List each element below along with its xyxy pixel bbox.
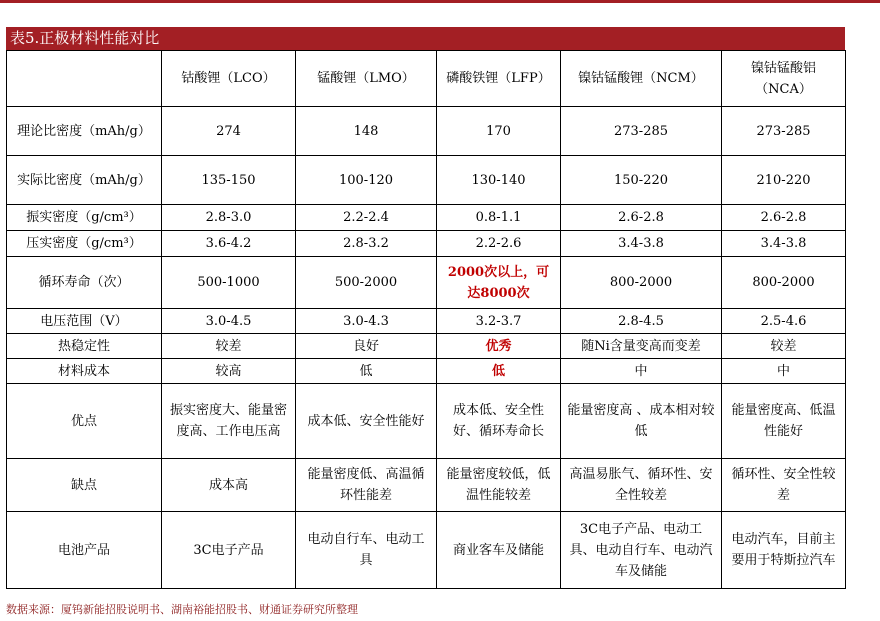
row-label: 热稳定性 xyxy=(7,334,162,359)
table-cell: 800-2000 xyxy=(722,257,846,309)
table-cell: 3.0-4.5 xyxy=(162,309,296,334)
table-cell: 能量密度高 、成本相对较低 xyxy=(561,384,722,459)
table-row xyxy=(7,257,846,309)
table-cell: 2.6-2.8 xyxy=(561,205,722,231)
row-label: 理论比密度（mAh/g） xyxy=(7,107,162,156)
table-row xyxy=(7,107,846,156)
table-cell: 2.2-2.6 xyxy=(437,231,561,257)
table-cell: 电动自行车、电动工具 xyxy=(296,512,437,589)
table-cell: 2.2-2.4 xyxy=(296,205,437,231)
header-cell: 磷酸铁锂（LFP） xyxy=(437,51,561,107)
table-row xyxy=(7,459,846,512)
table-row xyxy=(7,334,846,359)
table-cell: 274 xyxy=(162,107,296,156)
table-title: 表5.正极材料性能对比 xyxy=(6,27,845,50)
row-label: 循环寿命（次） xyxy=(7,257,162,309)
table-cell: 3.0-4.3 xyxy=(296,309,437,334)
row-label: 优点 xyxy=(7,384,162,459)
table-row xyxy=(7,359,846,384)
table-row xyxy=(7,384,846,459)
table-cell: 0.8-1.1 xyxy=(437,205,561,231)
table-cell: 电动汽车，目前主要用于特斯拉汽车 xyxy=(722,512,846,589)
table-cell: 800-2000 xyxy=(561,257,722,309)
source-note: 数据来源：厦钨新能招股说明书、湖南裕能招股书、财通证券研究所整理 xyxy=(6,603,358,616)
table-cell: 低 xyxy=(296,359,437,384)
table-row xyxy=(7,156,846,205)
table-cell: 2.8-4.5 xyxy=(561,309,722,334)
table-cell: 3.4-3.8 xyxy=(561,231,722,257)
table-cell: 135-150 xyxy=(162,156,296,205)
row-label: 实际比密度（mAh/g） xyxy=(7,156,162,205)
table-cell: 2.6-2.8 xyxy=(722,205,846,231)
row-label: 缺点 xyxy=(7,459,162,512)
table-cell: 良好 xyxy=(296,334,437,359)
table-row xyxy=(7,231,846,257)
row-label: 电压范围（V） xyxy=(7,309,162,334)
table-cell: 210-220 xyxy=(722,156,846,205)
table-cell: 273-285 xyxy=(722,107,846,156)
table-cell: 中 xyxy=(561,359,722,384)
table-row xyxy=(7,512,846,589)
table-cell: 中 xyxy=(722,359,846,384)
table-cell: 3C电子产品 xyxy=(162,512,296,589)
table-cell: 130-140 xyxy=(437,156,561,205)
table-cell: 150-220 xyxy=(561,156,722,205)
table-cell: 较高 xyxy=(162,359,296,384)
table-cell: 100-120 xyxy=(296,156,437,205)
comparison-table xyxy=(6,50,846,589)
table-cell: 高温易胀气、循环性、安全性较差 xyxy=(561,459,722,512)
row-label: 压实密度（g/cm³） xyxy=(7,231,162,257)
table-cell: 成本高 xyxy=(162,459,296,512)
header-cell: 镍钴锰酸铝（NCA） xyxy=(722,51,846,107)
table-cell: 能量密度较低，低温性能较差 xyxy=(437,459,561,512)
table-cell: 500-1000 xyxy=(162,257,296,309)
header-cell: 锰酸锂（LMO） xyxy=(296,51,437,107)
table-cell: 成本低、安全性好、循环寿命长 xyxy=(437,384,561,459)
table-cell: 500-2000 xyxy=(296,257,437,309)
table-cell: 循环性、安全性较差 xyxy=(722,459,846,512)
row-label: 电池产品 xyxy=(7,512,162,589)
table-cell: 较差 xyxy=(162,334,296,359)
table-cell: 2.5-4.6 xyxy=(722,309,846,334)
table-cell: 3.6-4.2 xyxy=(162,231,296,257)
table-cell: 148 xyxy=(296,107,437,156)
table-cell: 2.8-3.2 xyxy=(296,231,437,257)
table-cell: 273-285 xyxy=(561,107,722,156)
table-cell: 振实密度大、能量密度高、工作电压高 xyxy=(162,384,296,459)
highlight-cell: 优秀 xyxy=(437,334,561,359)
table-cell: 能量密度高、低温性能好 xyxy=(722,384,846,459)
table-cell: 3.4-3.8 xyxy=(722,231,846,257)
row-label: 振实密度（g/cm³） xyxy=(7,205,162,231)
table-cell: 能量密度低、高温循环性能差 xyxy=(296,459,437,512)
highlight-cell: 低 xyxy=(437,359,561,384)
row-label: 材料成本 xyxy=(7,359,162,384)
header-cell: 钴酸锂（LCO） xyxy=(162,51,296,107)
table-cell: 商业客车及储能 xyxy=(437,512,561,589)
header-cell xyxy=(7,51,162,107)
table-row xyxy=(7,205,846,231)
top-rule xyxy=(0,0,880,3)
table-cell: 2.8-3.0 xyxy=(162,205,296,231)
table-cell: 较差 xyxy=(722,334,846,359)
header-row xyxy=(7,51,846,107)
highlight-cell: 2000次以上，可达8000次 xyxy=(437,257,561,309)
table-cell: 3C电子产品、电动工具、电动自行车、电动汽车及储能 xyxy=(561,512,722,589)
header-cell: 镍钴锰酸锂（NCM） xyxy=(561,51,722,107)
table-cell: 3.2-3.7 xyxy=(437,309,561,334)
table-cell: 170 xyxy=(437,107,561,156)
table-cell: 成本低、安全性能好 xyxy=(296,384,437,459)
table-cell: 随Ni含量变高而变差 xyxy=(561,334,722,359)
table-row xyxy=(7,309,846,334)
